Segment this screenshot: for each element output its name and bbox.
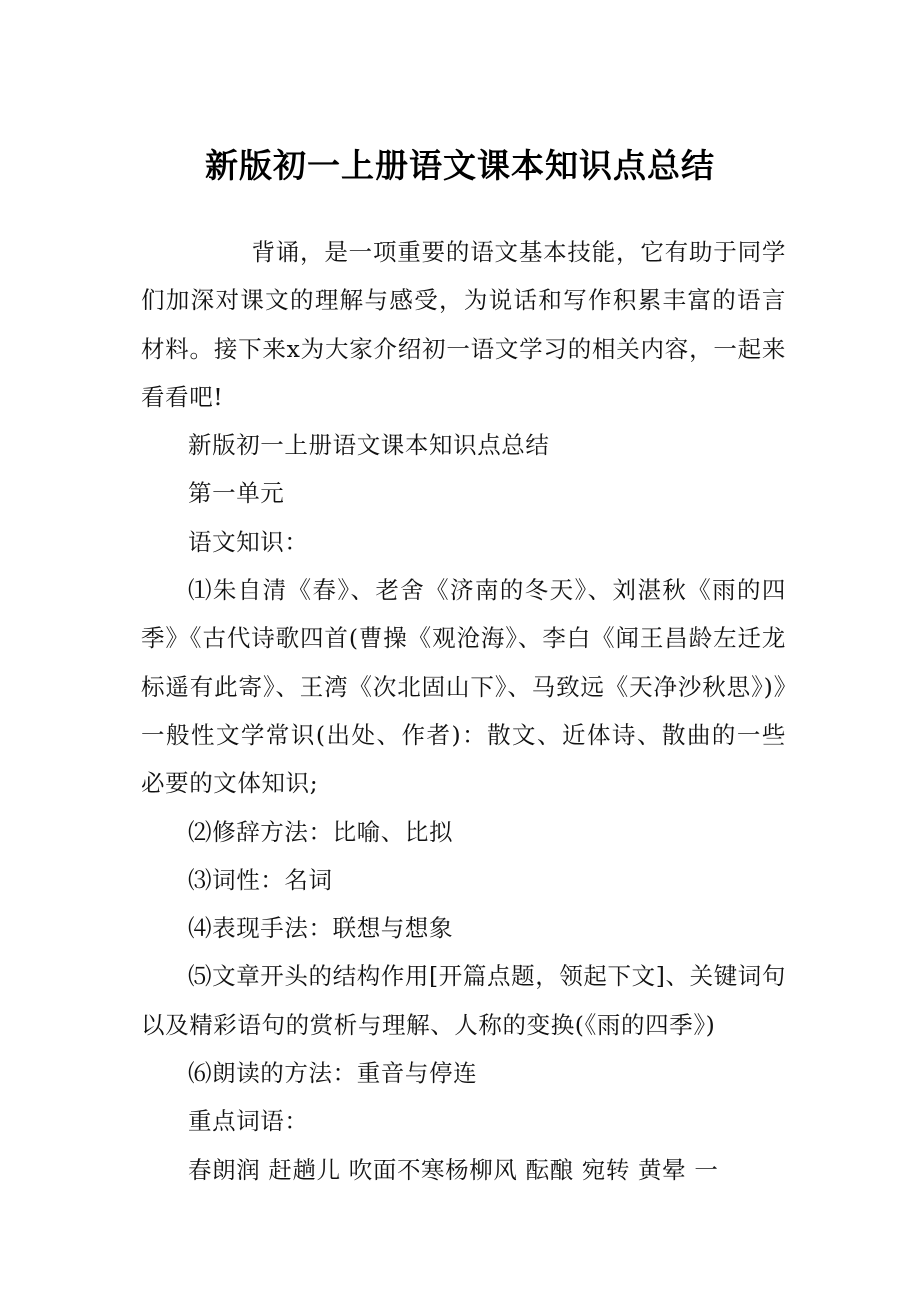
subtitle-paragraph: 新版初一上册语文课本知识点总结 <box>188 431 550 460</box>
section-heading-vocabulary: 重点词语： <box>188 1107 309 1136</box>
knowledge-item-4: ⑷表现手法：联想与想象 <box>188 914 454 943</box>
section-heading-knowledge: 语文知识： <box>188 527 309 556</box>
unit-heading: 第一单元 <box>188 479 285 508</box>
document-title: 新版初一上册语文课本知识点总结 <box>205 146 715 185</box>
knowledge-item-2: ⑵修辞方法：比喻、比拟 <box>188 817 454 846</box>
intro-paragraph: 背诵，是一项重要的语文基本技能，它有助于同学们加深对课文的理解与感受，为说话和写作积累丰富的语言材料。接下来x为大家介绍初一语文学习的相关内容，一起来看看吧! <box>141 238 786 411</box>
knowledge-item-6: ⑹朗读的方法：重音与停连 <box>188 1059 478 1088</box>
document-body <box>141 228 786 1194</box>
vocabulary-list: 春朗润 赶趟儿 吹面不寒杨柳风 酝酿 宛转 黄晕 一 <box>188 1155 719 1184</box>
knowledge-item-3: ⑶词性：名词 <box>188 865 333 894</box>
knowledge-item-1: ⑴朱自清《春》、老舍《济南的冬天》、刘湛秋《雨的四季》《古代诗歌四首(曹操《观沧海》、李白《闻王昌龄左迁龙标遥有此寄》、王湾《次北固山下》、马致远《天净沙秋思》)》一般性文学常识(出处、作者)：散文、近体诗、散曲的一些必要的文体知识; <box>141 576 786 798</box>
knowledge-item-5: ⑸文章开头的结构作用[开篇点题，领起下文]、关键词句以及精彩语句的赏析与理解、人称的变换(《雨的四季》) <box>141 962 786 1039</box>
